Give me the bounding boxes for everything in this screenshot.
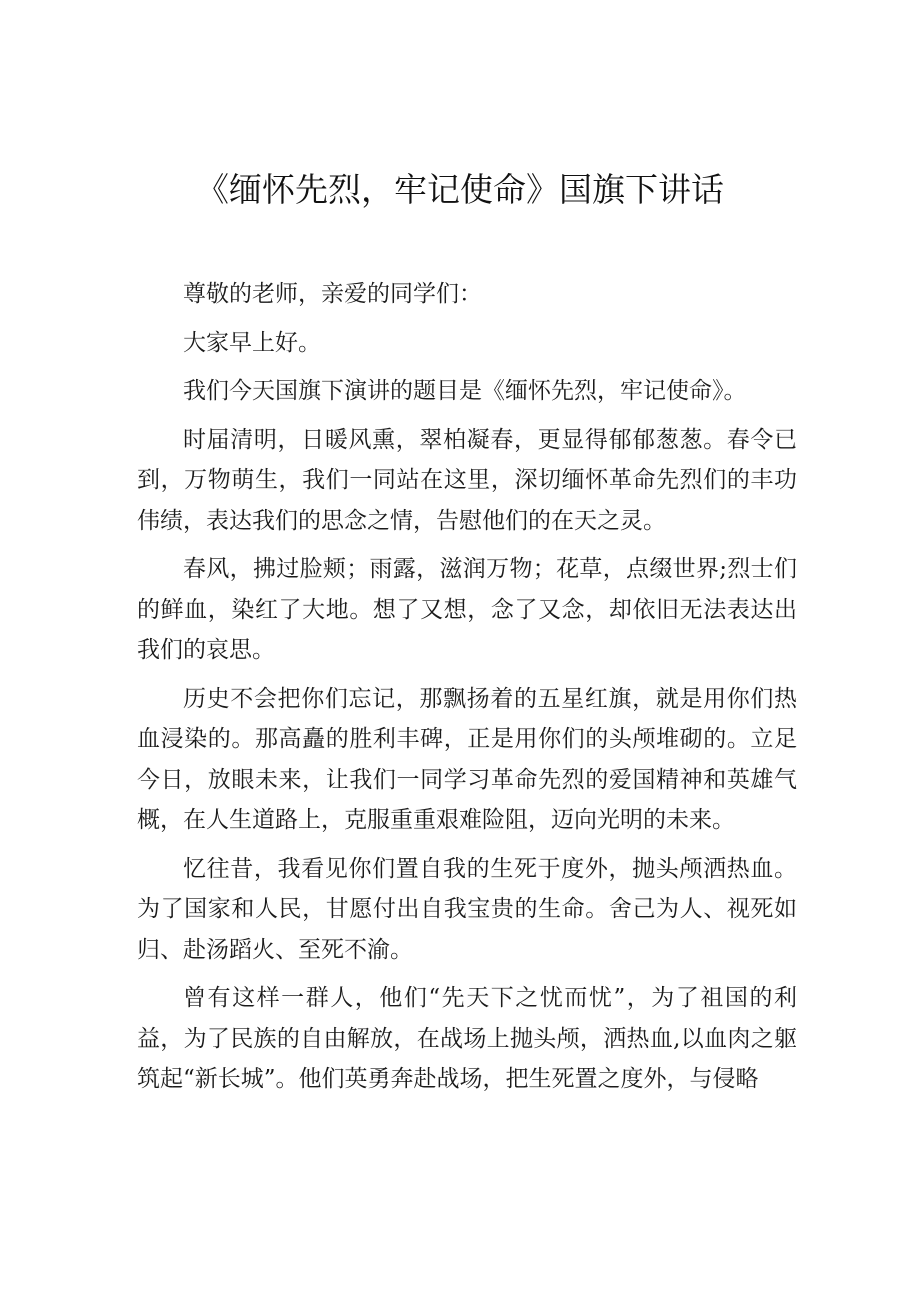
page-title: 《缅怀先烈，牢记使命》国旗下讲话 <box>196 170 724 209</box>
salutation-paragraph: 尊敬的老师，亲爱的同学们： <box>183 281 482 307</box>
body-paragraph: 忆往昔，我看见你们置自我的生死于度外，抛头颅洒热血。为了国家和人民，甘愿付出自我宝贵的生命。舍己为人、视死如归、赴汤蹈火、至死不渝。 <box>137 855 797 963</box>
topic-paragraph: 我们今天国旗下演讲的题目是《缅怀先烈，牢记使命》。 <box>183 378 747 404</box>
body-paragraph: 时届清明，日暖风熏，翠柏凝春，更显得郁郁葱葱。春令已到，万物萌生，我们一同站在这里，深切缅怀革命先烈们的丰功伟绩，表达我们的思念之情，告慰他们的在天之灵。 <box>137 426 797 534</box>
document-body <box>137 274 797 1108</box>
body-paragraph: 历史不会把你们忘记，那飘扬着的五星红旗，就是用你们热血浸染的。那高矗的胜利丰碑，正是用你们的头颅堆砌的。立足今日，放眼未来，让我们一同学习革命先烈的爱国精神和英雄气概，在人生道路上，克服重重艰难险阻，迈向光明的未来。 <box>137 685 797 833</box>
body-paragraph: 春风，拂过脸颊；雨露，滋润万物；花草，点缀世界;烈士们的鲜血，染红了大地。想了又想，念了又念，却依旧无法表达出我们的哀思。 <box>137 556 797 663</box>
greeting-paragraph: 大家早上好。 <box>183 329 321 356</box>
body-paragraph: 曾有这样一群人，他们“先天下之忧而忧”，为了祖国的利益，为了民族的自由解放，在战场上抛头颅，洒热血,以血肉之躯筑起“新长城”。他们英勇奔赴战场，把生死置之度外，与侵略 <box>137 985 797 1092</box>
